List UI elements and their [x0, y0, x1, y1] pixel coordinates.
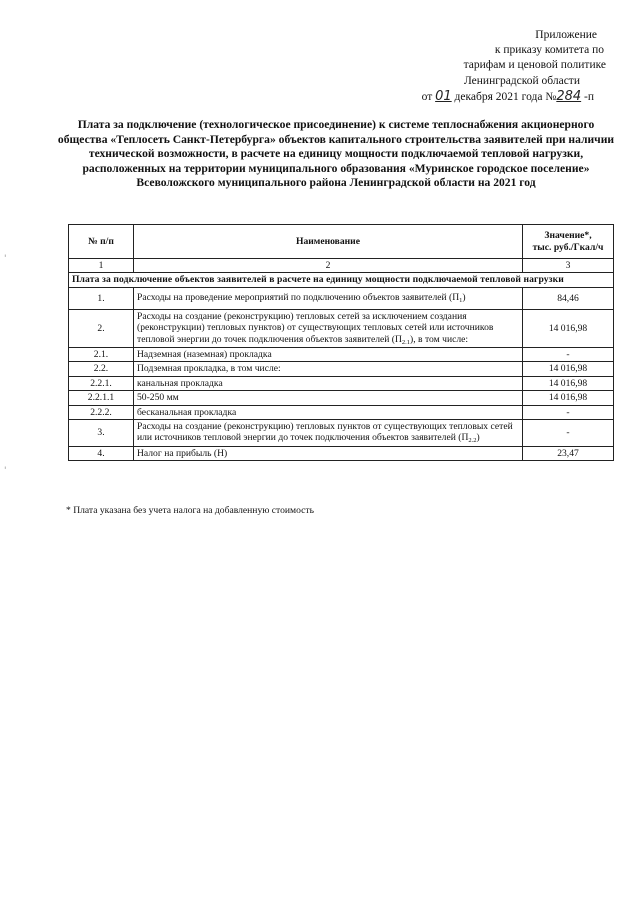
row-value: 84,46 [523, 287, 614, 309]
scan-edge-mark: ' [4, 466, 7, 476]
row-num: 2.1. [69, 348, 134, 362]
section-row [69, 273, 614, 287]
row-num: 3. [69, 420, 134, 447]
row-name: Надземная (наземная) прокладка [134, 348, 523, 362]
row-num: 2.2.1. [69, 376, 134, 390]
table-row [69, 446, 614, 460]
column-index: 3 [523, 259, 614, 273]
row-num: 1. [69, 287, 134, 309]
header-num: № п/п [69, 225, 134, 259]
row-value: 23,47 [523, 446, 614, 460]
row-value: - [523, 420, 614, 447]
row-name: канальная прокладка [134, 376, 523, 390]
header-name: Наименование [134, 225, 523, 259]
appendix-line: тарифам и ценовой политике [463, 59, 606, 72]
row-name: Расходы на создание (реконструкцию) тепловых пунктов от существующих тепловых сетей или источников тепловой энергии до точек подключения объектов заявителей $(П_{2.2})$ [134, 420, 523, 447]
column-index-row [69, 259, 614, 273]
appendix-line: Приложение [535, 29, 597, 41]
row-num: 2. [69, 309, 134, 347]
row-value: 14 016,98 [523, 309, 614, 347]
row-value: - [523, 405, 614, 419]
column-index: 1 [69, 259, 134, 273]
appendix-header [352, 28, 632, 105]
row-value: - [523, 348, 614, 362]
scan-edge-mark: ' [4, 254, 7, 264]
row-num: 4. [69, 446, 134, 460]
row-value: 14 016,98 [523, 362, 614, 376]
table-header-row [69, 225, 614, 259]
tariff-table [68, 224, 614, 461]
row-value: 14 016,98 [523, 391, 614, 405]
order-date-line [352, 89, 594, 105]
header-value [523, 225, 614, 259]
row-name: Расходы на создание (реконструкцию) тепловых сетей за исключением создания (реконструкции) тепловых пунктов) от существующих тепловых сетей или источников тепловой энергии до точек подключения объектов заявителей $(П_{2.1})$, в том числе: [134, 309, 523, 347]
appendix-line: к приказу комитета по [494, 44, 604, 57]
table-row [69, 420, 614, 447]
row-num: 2.2.1.1 [69, 391, 134, 405]
date-rest: декабря 2021 года № [454, 90, 557, 103]
footnote: * Плата указана без учета налога на добавленную стоимость [66, 505, 314, 516]
table-row [69, 376, 614, 390]
column-index: 2 [134, 259, 523, 273]
row-name: Подземная прокладка, в том числе: [134, 362, 523, 376]
section-heading: Плата за подключение объектов заявителей в расчете на единицу мощности подключаемой тепловой нагрузки [69, 273, 614, 287]
row-value: 14 016,98 [523, 376, 614, 390]
table-row [69, 309, 614, 347]
row-name: бесканальная прокладка [134, 405, 523, 419]
row-name: 50-250 мм [134, 391, 523, 405]
header-value-line1: Значение*, [544, 230, 592, 242]
table-row [69, 287, 614, 309]
appendix-line: Ленинградской области [463, 74, 580, 87]
document-title: Плата за подключение (технологическое присоединение) к системе теплоснабжения акционерного общества «Теплосеть Санкт-Петербурга» объектов капитального строительства заявителей при наличии технической возможности, в расчете на единицу мощности подключаемой тепловой нагрузки, расположенных на территории муниципального образования «Муринское городское поселение» Всеволожского муниципального района Ленинградской области на 2021 год [57, 118, 615, 190]
table-row [69, 405, 614, 419]
handwritten-day: 01 [435, 88, 452, 104]
table-row [69, 391, 614, 405]
table-row [69, 362, 614, 376]
handwritten-order-number: 284 [556, 88, 582, 104]
header-value-line2: тыс. руб./Гкал/ч [532, 241, 604, 253]
date-prefix: от [421, 90, 433, 103]
row-num: 2.2. [69, 362, 134, 376]
row-num: 2.2.2. [69, 405, 134, 419]
order-suffix: -п [584, 90, 594, 103]
row-name: Расходы на проведение мероприятий по подключению объектов заявителей $(П_1)$ [134, 287, 523, 309]
table-row [69, 348, 614, 362]
row-name: Налог на прибыль (Н) [134, 446, 523, 460]
